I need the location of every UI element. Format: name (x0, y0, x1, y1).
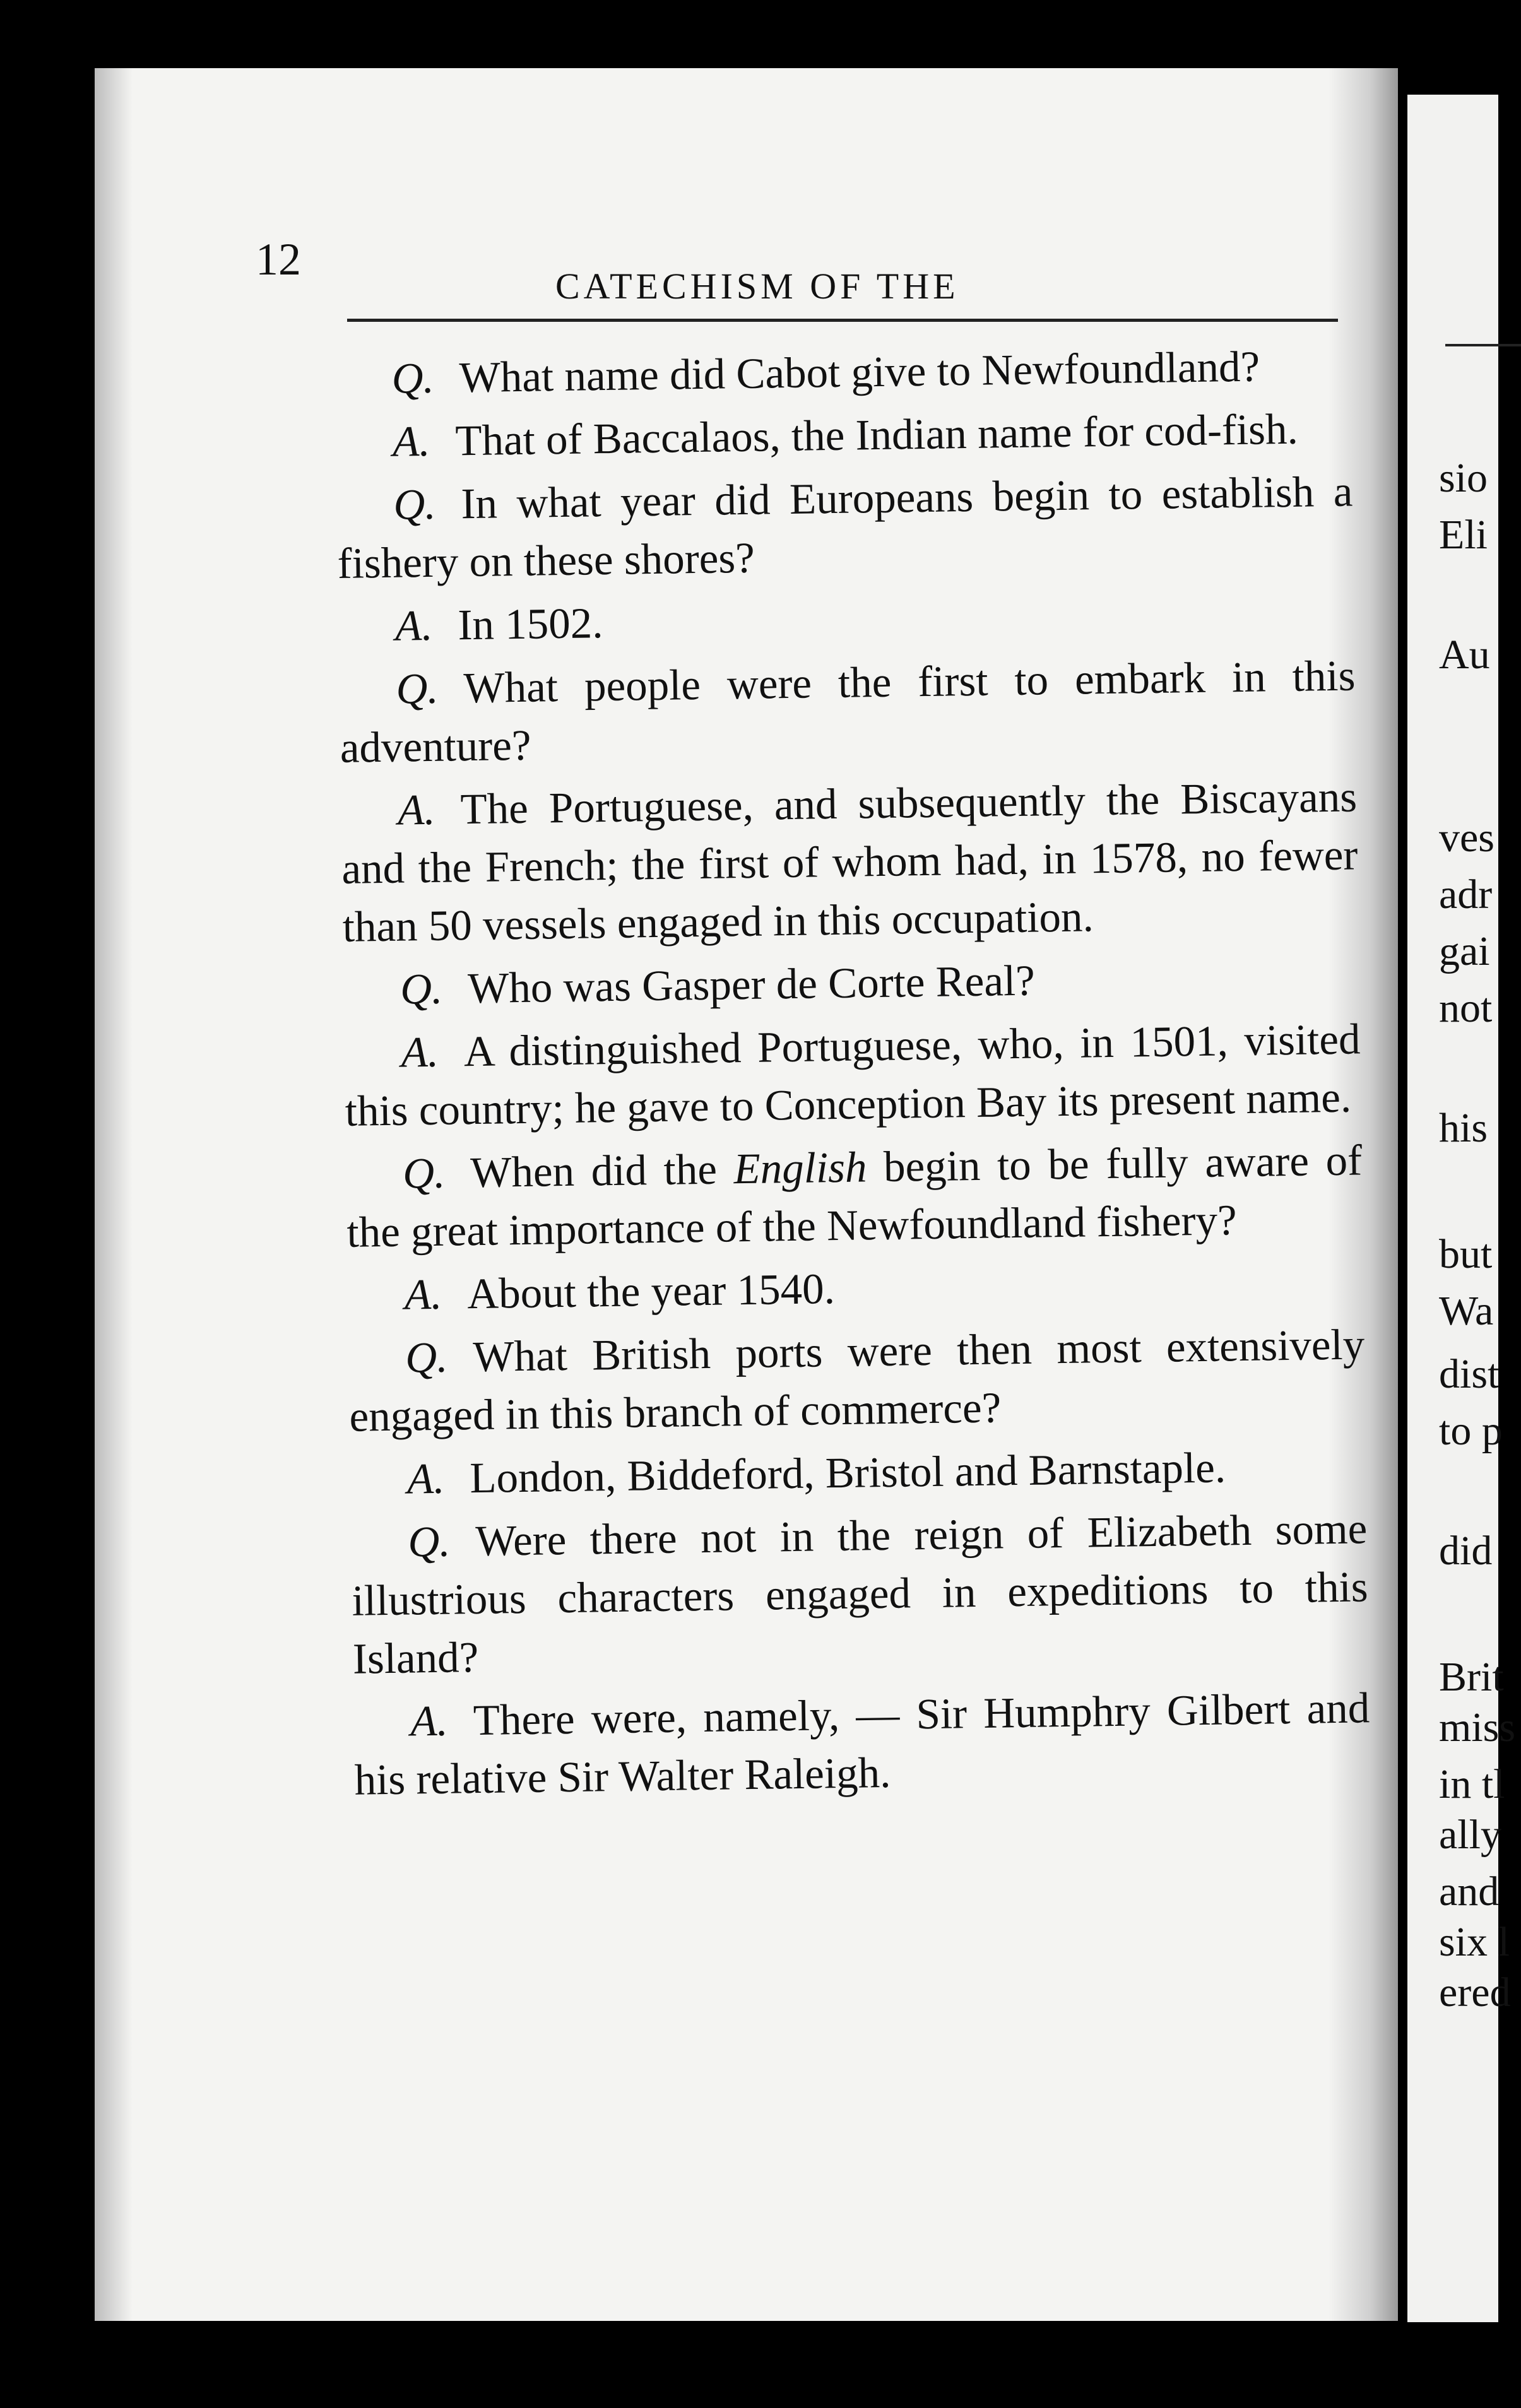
facing-page-rule (1445, 344, 1521, 346)
page-edge-shadow (95, 68, 133, 2321)
question-label: Q. (407, 1517, 451, 1566)
facing-page-fragment: miss (1439, 1704, 1516, 1750)
paragraph-text: What British ports were then most extensively engaged in this branch of commerce? (349, 1320, 1365, 1441)
paragraph-text: What name did Cabot give to Newfoundland? (459, 342, 1260, 402)
facing-page-fragment: not (1439, 985, 1493, 1031)
facing-page-fragment: his (1439, 1105, 1488, 1151)
facing-page-fragment: adr (1439, 871, 1493, 918)
facing-page-fragment: but (1439, 1231, 1493, 1277)
question-paragraph (346, 1131, 1363, 1261)
answer-label: A. (406, 1454, 445, 1503)
facing-page-edge (1407, 95, 1516, 2322)
facing-page-fragment: Au (1439, 632, 1490, 678)
answer-label: A. (401, 1027, 439, 1077)
answer-paragraph (353, 1679, 1371, 1809)
facing-page-fragment: to p (1439, 1408, 1503, 1454)
paragraph-text: London, Biddeford, Bristol and Barnstaple. (469, 1443, 1226, 1502)
paragraph-text: That of Baccalaos, the Indian name for cod-fish. (454, 404, 1299, 465)
facing-page-fragment: Brit (1439, 1654, 1504, 1700)
facing-page-fragment: in tl (1439, 1761, 1505, 1807)
page-header (256, 170, 1329, 309)
paragraph-text: A distinguished Portuguese, who, in 1501, visited this country; he gave to Conception Bay its present name. (345, 1015, 1361, 1135)
answer-paragraph (341, 767, 1359, 955)
facing-page-fragment: six l (1439, 1919, 1510, 1965)
answer-paragraph (344, 1010, 1361, 1140)
facing-page-fragment: ves (1439, 815, 1494, 861)
paragraph-text: When did the (470, 1145, 735, 1197)
question-label: Q. (402, 1148, 446, 1198)
paragraph-text: In 1502. (457, 599, 603, 649)
answer-label: A. (404, 1270, 442, 1319)
answer-label: A. (397, 785, 436, 834)
paragraph-text: Were there not in the reign of Elizabeth some illustrious characters engaged in expeditions to this Island? (352, 1504, 1369, 1683)
question-paragraph (348, 1315, 1366, 1445)
question-paragraph (351, 1499, 1370, 1687)
answer-label: A. (410, 1696, 449, 1745)
question-label: Q. (393, 480, 437, 529)
question-label: Q. (399, 964, 443, 1013)
question-label: Q. (391, 353, 435, 403)
facing-page-fragment: dist (1439, 1351, 1500, 1397)
facing-page-fragment: ally (1439, 1812, 1501, 1858)
question-paragraph (343, 947, 1360, 1018)
question-label: Q. (405, 1333, 448, 1382)
italic-word: English (733, 1143, 867, 1193)
facing-page-fragment: Wa (1439, 1288, 1494, 1334)
question-paragraph (336, 463, 1354, 593)
facing-page-fragment: did (1439, 1528, 1493, 1574)
question-label: Q. (395, 664, 439, 713)
paragraph-text: About the year 1540. (466, 1265, 836, 1318)
page-number: 12 (256, 234, 301, 285)
paragraph-text: The Portuguese, and subsequently the Biscayans and the French; the first of whom had, in 1578, no fewer than 50 vessels engaged in this occupation. (341, 772, 1358, 951)
paragraph-text: There were, namely, — Sir Humphry Gilbert and his relative Sir Walter Raleigh. (354, 1684, 1370, 1804)
facing-page-fragment: sio (1439, 455, 1488, 501)
answer-label: A. (394, 601, 434, 650)
answer-paragraph (338, 583, 1354, 655)
running-head: CATECHISM OF THE (555, 266, 959, 307)
answer-paragraph (350, 1436, 1366, 1508)
paragraph-text: Who was Gasper de Corte Real? (467, 956, 1036, 1013)
facing-page-fragment: and (1439, 1868, 1500, 1915)
answer-paragraph (335, 399, 1352, 471)
answer-paragraph (347, 1252, 1364, 1324)
facing-page-fragment: Eli (1439, 512, 1488, 558)
paragraph-text: begin to be fully aware of the great importance of the Newfoundland fishery? (346, 1136, 1363, 1256)
answer-label: A. (392, 416, 430, 466)
paragraph-text: What people were the first to embark in this adventure? (340, 651, 1356, 772)
facing-page-fragment: ered (1439, 1969, 1511, 2016)
header-rule (347, 319, 1338, 322)
facing-page-fragment: gai (1439, 928, 1490, 974)
paragraph-text: In what year did Europeans begin to establish a fishery on these shores? (337, 467, 1353, 587)
catechism-body (334, 336, 1371, 1814)
question-paragraph (339, 646, 1356, 776)
